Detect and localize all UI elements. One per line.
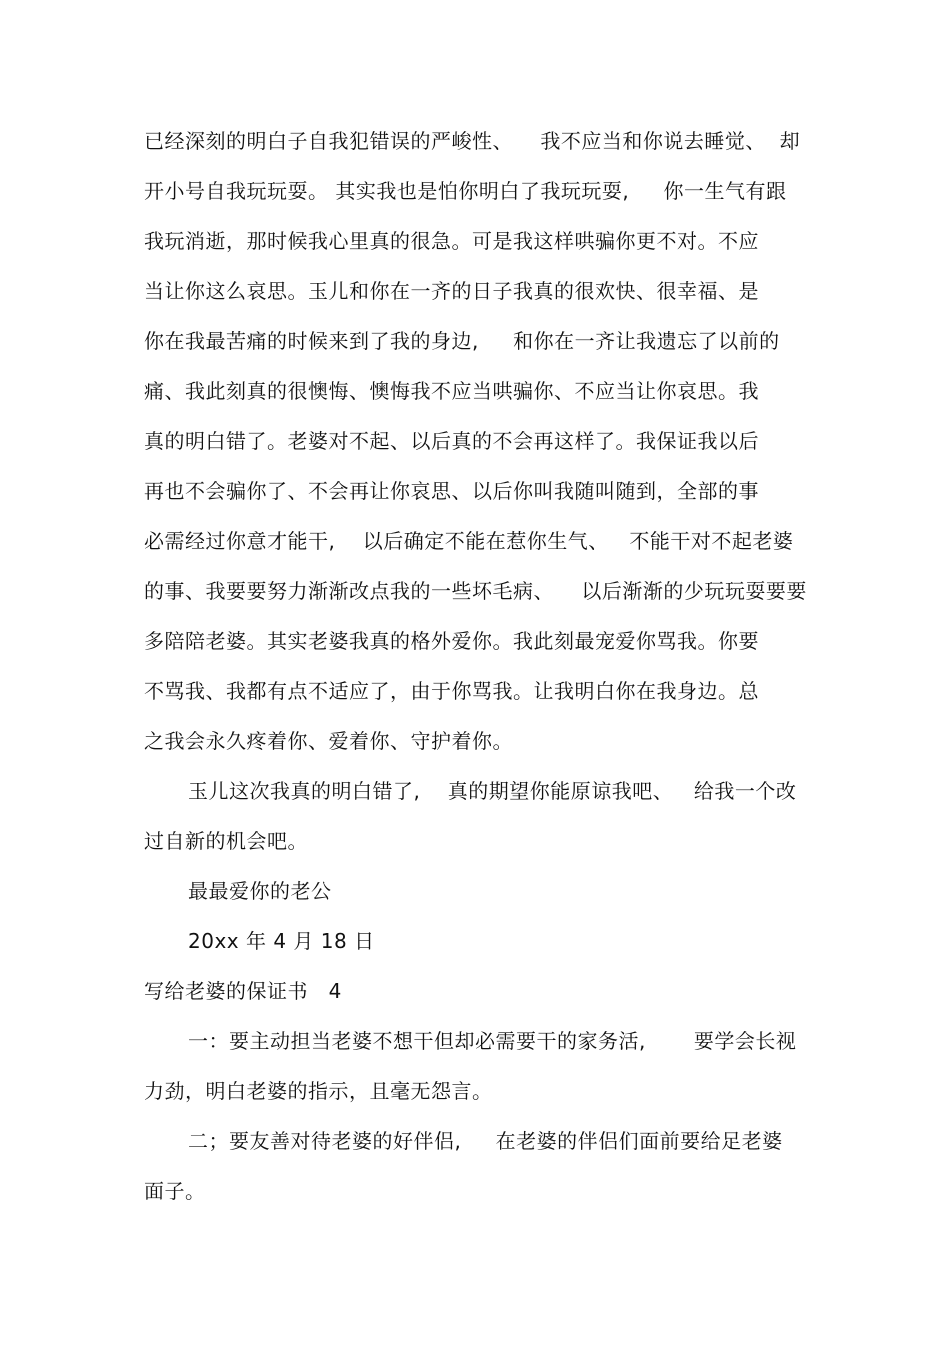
section-heading: 写给老婆的保证书 4 [144,979,342,1003]
body-text-line: 再也不会骗你了、不会再让你哀思、以后你叫我随叫随到，全部的事 [144,479,759,503]
body-text-line: 玉儿这次我真的明白错了, 真的期望你能原谅我吧、 给我一个改 [188,779,797,803]
body-text-line: 必需经过你意才能干, 以后确定不能在惹你生气、 不能干对不起老婆 [144,529,794,553]
body-text-line: 过自新的机会吧。 [144,829,308,853]
body-text-line: 当让你这么哀思。玉儿和你在一齐的日子我真的很欢快、很幸福、是 [144,279,759,303]
body-text-line: 你在我最苦痛的时候来到了我的身边, 和你在一齐让我遗忘了以前的 [144,329,780,353]
body-text-line: 开小号自我玩玩耍。 其实我也是怕你明白了我玩玩耍, 你一生气有跟 [144,179,787,203]
body-text-line: 之我会永久疼着你、爱着你、守护着你。 [144,729,513,753]
date-line: 20xx 年 4 月 18 日 [188,929,375,953]
body-text-line: 已经深刻的明白子自我犯错误的严峻性、 我不应当和你说去睡觉、 却 [144,129,801,153]
body-text-line: 我玩消逝，那时候我心里真的很急。可是我这样哄骗你更不对。不应 [144,229,759,253]
body-text-line: 一：要主动担当老婆不想干但却必需要干的家务活, 要学会长视 [188,1029,797,1053]
body-text-line: 多陪陪老婆。其实老婆我真的格外爱你。我此刻最宠爱你骂我。你要 [144,629,759,653]
body-text-line: 的事、我要要努力渐渐改点我的一些坏毛病、 以后渐渐的少玩玩耍要要 [144,579,807,603]
body-text-line: 二；要友善对待老婆的好伴侣, 在老婆的伴侣们面前要给足老婆 [188,1129,783,1153]
body-text-line: 不骂我、我都有点不适应了，由于你骂我。让我明白你在我身边。总 [144,679,759,703]
signature-line: 最最爱你的老公 [188,879,332,903]
body-text-line: 痛、我此刻真的很懊悔、懊悔我不应当哄骗你、不应当让你哀思。我 [144,379,759,403]
body-text-line: 真的明白错了。老婆对不起、以后真的不会再这样了。我保证我以后 [144,429,759,453]
body-text-line: 面子。 [144,1179,206,1203]
body-text-line: 力劲，明白老婆的指示，且毫无怨言。 [144,1079,493,1103]
